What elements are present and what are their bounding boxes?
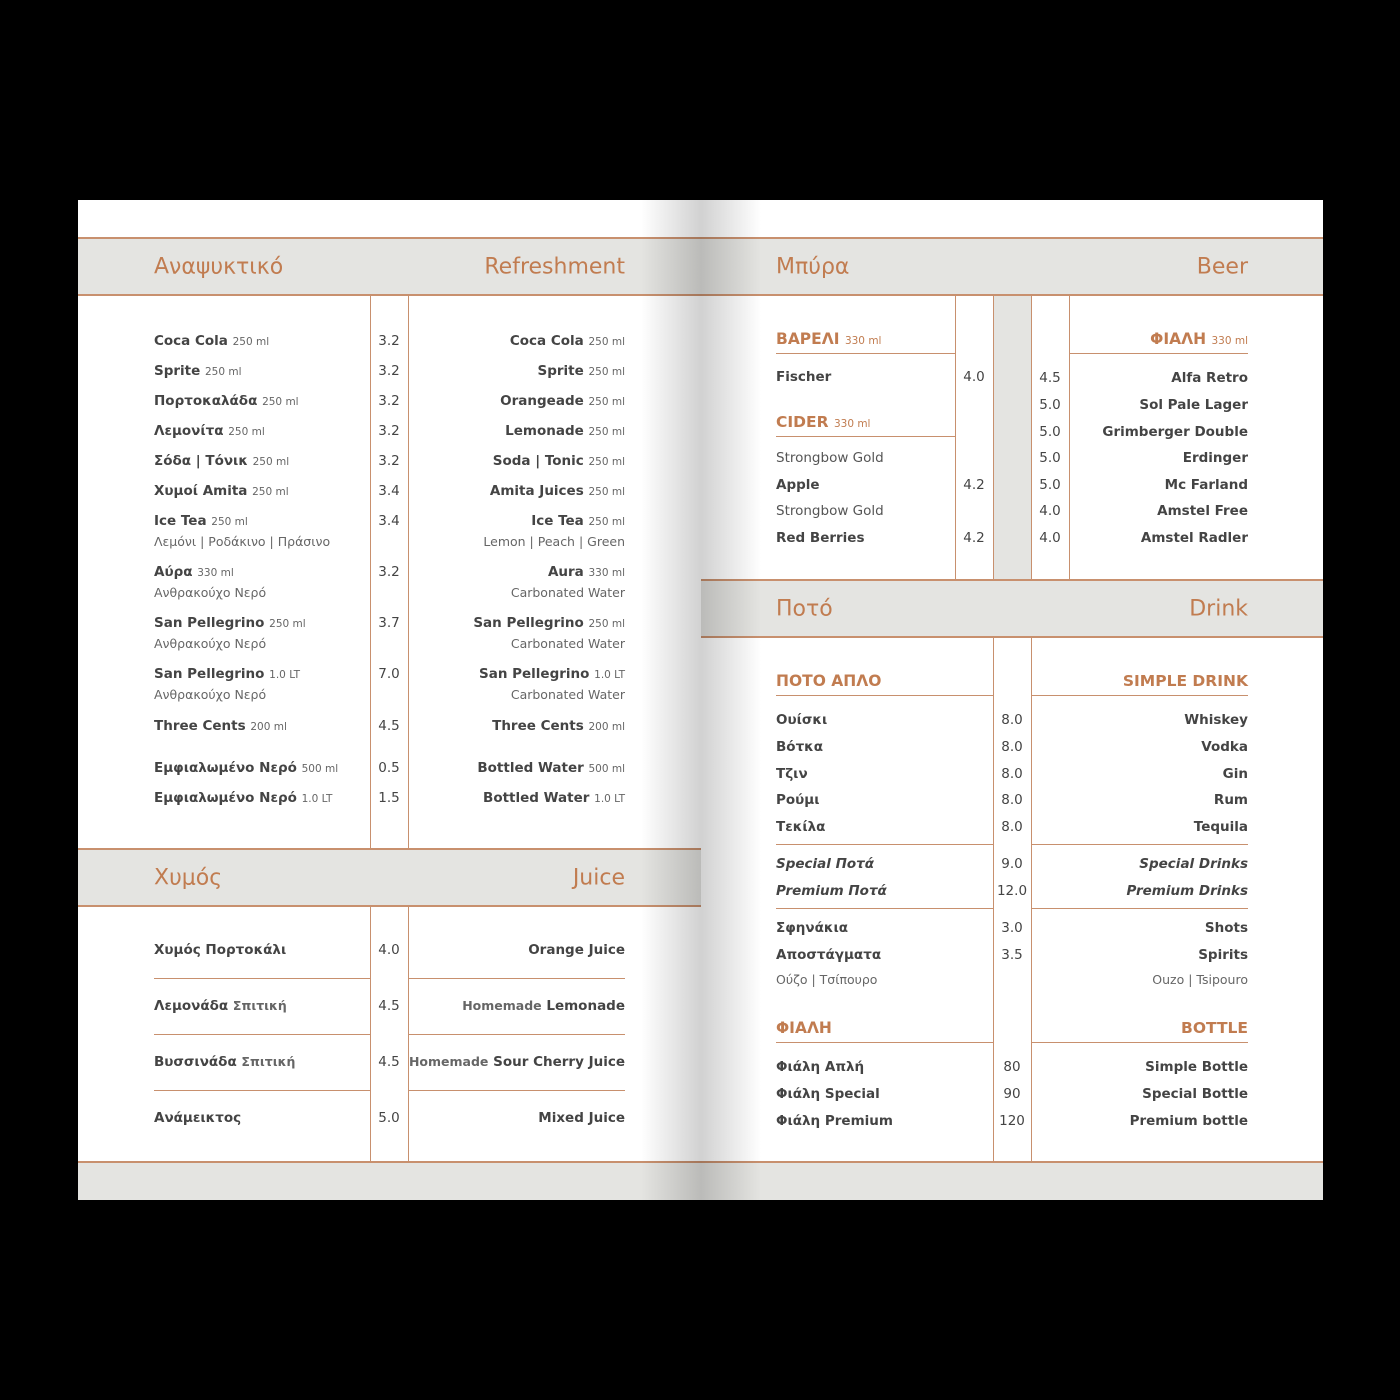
heading-rule <box>776 695 993 696</box>
item-name: Ανάμεικτος <box>154 1110 242 1126</box>
beer-name: Amstel Radler <box>1140 530 1248 546</box>
drink-name-gr: Ουίσκι <box>776 712 828 728</box>
drink-price: 8.0 <box>1001 739 1023 755</box>
item-name: Αύρα <box>154 564 193 580</box>
item-name-en <box>473 615 625 632</box>
item-size: 330 ml <box>588 567 625 579</box>
footer-band <box>701 1161 1323 1200</box>
menu-page-right <box>701 200 1323 1200</box>
item-name-en <box>500 393 625 410</box>
item-price: 3.4 <box>378 483 400 499</box>
heading-rule <box>776 1042 993 1043</box>
item-name-gr <box>154 393 299 410</box>
item-name-gr <box>154 790 332 807</box>
drink-price: 8.0 <box>1001 819 1023 835</box>
item-name: San Pellegrino <box>478 666 590 682</box>
drink-name-gr: Τζιν <box>776 766 808 782</box>
item-size: 200 ml <box>588 721 625 733</box>
heading-rule <box>1069 353 1248 354</box>
item-size: 250 ml <box>252 456 290 468</box>
item-name: Sprite <box>537 363 584 379</box>
item-price: 3.4 <box>378 513 400 529</box>
item-size: 250 ml <box>211 516 248 528</box>
drink-name-en: Tequila <box>1193 819 1248 835</box>
drink-name-en: Vodka <box>1201 739 1248 755</box>
column-divider <box>1031 638 1032 1162</box>
item-size: 250 ml <box>269 618 306 630</box>
drink-name-en: Whiskey <box>1184 712 1248 728</box>
drink-price: 80 <box>1003 1059 1021 1075</box>
page-fold-shadow <box>701 200 761 1200</box>
item-name-gr <box>154 615 306 632</box>
refreshment-header <box>78 237 701 296</box>
juice-title-en: Juice <box>572 865 625 890</box>
heading-rule <box>1031 695 1248 696</box>
item-note: Homemade <box>462 998 542 1013</box>
cider-name: Red Berries <box>776 530 865 546</box>
beer-name: Alfa Retro <box>1171 370 1248 386</box>
item-name: Sprite <box>154 363 201 379</box>
item-name: Ice Tea <box>154 513 207 529</box>
drink-name-en: Shots <box>1204 920 1248 936</box>
drink-name-en: Premium Drinks <box>1126 883 1248 899</box>
item-price: 3.2 <box>378 423 400 439</box>
heading-rule <box>1031 1042 1248 1043</box>
juice-name-en <box>409 1054 625 1070</box>
drink-name-gr: Τεκίλα <box>776 819 826 835</box>
juice-name-gr <box>154 1054 295 1070</box>
drink-name-gr: Ρούμι <box>776 792 820 808</box>
juice-name-en <box>462 998 625 1014</box>
column-divider <box>1069 296 1070 579</box>
drink-name-gr: Φιάλη Απλή <box>776 1059 865 1075</box>
group-rule <box>1031 844 1248 845</box>
beer-name: Mc Farland <box>1164 477 1248 493</box>
item-size: 500 ml <box>301 763 339 775</box>
item-name: Εμφιαλωμένο Νερό <box>154 760 297 776</box>
group-rule <box>776 908 993 909</box>
drink-price: 8.0 <box>1001 792 1023 808</box>
item-name: Coca Cola <box>154 333 228 349</box>
beer-title-gr: Μπύρα <box>776 254 850 279</box>
beer-price: 4.5 <box>1039 370 1061 386</box>
item-name: Σόδα | Τόνικ <box>154 453 248 469</box>
item-size: 250 ml <box>262 396 299 408</box>
item-name: Εμφιαλωμένο Νερό <box>154 790 297 806</box>
item-price: 3.2 <box>378 393 400 409</box>
beer-price: 4.0 <box>1039 530 1061 546</box>
item-size: 200 ml <box>250 721 287 733</box>
drink-price: 8.0 <box>1001 712 1023 728</box>
item-size: 250 ml <box>588 396 625 408</box>
juice-name-en <box>538 1110 625 1126</box>
drink-note-gr: Ούζο | Τσίπουρο <box>776 972 878 987</box>
item-size: 250 ml <box>588 336 625 348</box>
beer-price: 5.0 <box>1039 397 1061 413</box>
item-size: 250 ml <box>228 426 265 438</box>
item-size: 250 ml <box>252 486 289 498</box>
item-size: 1.0 LT <box>301 793 333 805</box>
item-name: Βυσσινάδα <box>154 1054 237 1070</box>
item-name: San Pellegrino <box>154 615 265 631</box>
drink-name-gr: Special Ποτά <box>776 856 875 872</box>
item-name: Three Cents <box>154 718 246 734</box>
juice-name-gr <box>154 942 286 958</box>
drink-name-en: Gin <box>1222 766 1248 782</box>
item-name: Three Cents <box>492 718 584 734</box>
beer-name: Grimberger Double <box>1102 424 1248 440</box>
item-size: 500 ml <box>588 763 625 775</box>
drink-name-gr: Φιάλη Special <box>776 1086 880 1102</box>
item-name-en <box>483 790 625 807</box>
item-name-gr <box>154 760 338 777</box>
item-size: 250 ml <box>232 336 270 348</box>
heading-rule <box>776 436 956 437</box>
drink-name-gr: Φιάλη Premium <box>776 1113 893 1129</box>
item-name: Amita Juices <box>489 483 584 499</box>
item-name-gr <box>154 718 287 735</box>
drink-header <box>701 579 1323 638</box>
drink-price: 8.0 <box>1001 766 1023 782</box>
item-note: Σπιτική <box>241 1054 296 1069</box>
drink-price: 3.5 <box>1001 947 1023 963</box>
item-note-en: Carbonated Water <box>510 687 625 702</box>
item-name-en <box>477 760 625 777</box>
item-name: Λεμονίτα <box>154 423 224 439</box>
item-name-gr <box>154 483 289 500</box>
item-name-en <box>510 333 625 350</box>
item-price: 3.7 <box>378 615 400 631</box>
drink-price: 9.0 <box>1001 856 1023 872</box>
footer-band <box>78 1161 701 1200</box>
item-name-en <box>492 718 625 735</box>
item-name-en <box>479 666 625 683</box>
drink-price: 120 <box>999 1113 1025 1129</box>
refreshment-title-gr: Αναψυκτικό <box>154 254 284 279</box>
item-note: Homemade <box>408 1054 489 1069</box>
row-rule <box>154 978 370 979</box>
item-size: 250 ml <box>588 366 625 378</box>
juice-price: 4.0 <box>378 942 400 958</box>
item-name: Πορτοκαλάδα <box>154 393 258 409</box>
item-name: Orangeade <box>500 393 584 409</box>
juice-name-gr <box>154 998 287 1014</box>
item-note-en: Carbonated Water <box>510 585 625 600</box>
item-size: 330 ml <box>197 567 234 579</box>
item-price: 0.5 <box>378 760 400 776</box>
item-name-gr <box>154 363 242 380</box>
item-note-gr: Ανθρακούχο Νερό <box>154 636 267 651</box>
row-rule <box>408 978 625 979</box>
item-note: Σπιτική <box>232 998 287 1013</box>
juice-price: 4.5 <box>378 998 400 1014</box>
juice-title-gr: Χυμός <box>154 865 223 890</box>
heading-rule <box>776 353 956 354</box>
item-size: 1.0 LT <box>594 793 625 805</box>
page-fold-shadow <box>641 200 701 1200</box>
beer-center-band <box>993 296 1031 579</box>
cider-name: Strongbow Gold <box>776 503 884 519</box>
item-size: 250 ml <box>588 486 625 498</box>
drink-name-gr: Premium Ποτά <box>776 883 887 899</box>
item-price: 3.2 <box>378 333 400 349</box>
cider-heading: CIDER 330 ml <box>776 413 871 431</box>
item-name: Sour Cherry Juice <box>493 1054 625 1070</box>
item-name: Coca Cola <box>509 333 584 349</box>
drink-name-en: Special Bottle <box>1142 1086 1248 1102</box>
juice-name-en <box>528 942 625 958</box>
column-divider <box>993 296 994 579</box>
beer-price: 4.0 <box>963 369 985 385</box>
item-name: Aura <box>547 564 584 580</box>
menu-page-left <box>78 200 701 1200</box>
juice-price: 4.5 <box>378 1054 400 1070</box>
item-name: San Pellegrino <box>154 666 265 682</box>
group-rule <box>1031 908 1248 909</box>
item-name-en <box>537 363 625 380</box>
cider-price: 4.2 <box>963 530 985 546</box>
item-size: 1.0 LT <box>269 669 301 681</box>
bottle-beer-heading: ΦΙΑΛΗ 330 ml <box>1150 330 1248 348</box>
item-name-en <box>505 423 625 440</box>
item-note-en: Carbonated Water <box>510 636 625 651</box>
item-name: Χυμός Πορτοκάλι <box>154 942 287 958</box>
item-note-gr: Ανθρακούχο Νερό <box>154 585 267 600</box>
beer-name: Amstel Free <box>1157 503 1248 519</box>
drink-name-en: Simple Bottle <box>1145 1059 1248 1075</box>
bottle-heading-gr: ΦΙΑΛΗ <box>776 1019 832 1037</box>
beer-header <box>701 237 1323 296</box>
drink-name-en: Spirits <box>1198 947 1248 963</box>
item-size: 250 ml <box>588 456 625 468</box>
item-price: 3.2 <box>378 564 400 580</box>
item-note-gr: Ανθρακούχο Νερό <box>154 687 267 702</box>
item-name-en <box>490 483 625 500</box>
drink-price: 90 <box>1003 1086 1021 1102</box>
item-name: Lemonade <box>505 423 584 439</box>
juice-name-gr <box>154 1110 241 1126</box>
drink-price: 3.0 <box>1001 920 1023 936</box>
item-name-gr <box>154 453 289 470</box>
item-name-gr <box>154 513 248 530</box>
item-name-en <box>548 564 625 581</box>
beer-price: 5.0 <box>1039 477 1061 493</box>
item-name: San Pellegrino <box>473 615 584 631</box>
item-size: 250 ml <box>588 618 625 630</box>
item-name: Λεμονάδα <box>154 998 229 1014</box>
item-name-gr <box>154 666 300 683</box>
drink-name-gr: Αποστάγματα <box>776 947 882 963</box>
row-rule <box>408 1090 625 1091</box>
item-note-en: Lemon | Peach | Green <box>483 534 625 549</box>
beer-name: Fischer <box>776 369 832 385</box>
item-name: Χυμοί Amita <box>154 483 248 499</box>
drink-title-gr: Ποτό <box>776 596 833 621</box>
refreshment-title-en: Refreshment <box>484 254 625 279</box>
juice-header <box>78 848 701 907</box>
beer-name: Erdinger <box>1182 450 1248 466</box>
drink-name-en: Rum <box>1213 792 1248 808</box>
drink-name-gr: Σφηνάκια <box>776 920 848 936</box>
item-name: Lemonade <box>546 998 625 1014</box>
item-price: 4.5 <box>378 718 400 734</box>
item-price: 3.2 <box>378 363 400 379</box>
item-name: Orange Juice <box>528 942 625 958</box>
row-rule <box>154 1034 370 1035</box>
item-name: Bottled Water <box>483 790 590 806</box>
drink-name-en: Special Drinks <box>1139 856 1248 872</box>
beer-title-en: Beer <box>1196 254 1248 279</box>
item-note-gr: Λεμόνι | Ροδάκινο | Πράσινο <box>154 534 331 549</box>
item-price: 7.0 <box>378 666 400 682</box>
bottle-heading-en: BOTTLE <box>1181 1019 1248 1037</box>
juice-price: 5.0 <box>378 1110 400 1126</box>
simple-drink-heading-en: SIMPLE DRINK <box>1122 672 1248 690</box>
drink-price: 12.0 <box>996 883 1028 899</box>
item-size: 1.0 LT <box>594 669 625 681</box>
item-name-gr <box>154 333 269 350</box>
item-name-en <box>531 513 625 530</box>
simple-drink-heading-gr: ΠΟΤΟ ΑΠΛΟ <box>776 672 882 690</box>
item-price: 1.5 <box>378 790 400 806</box>
beer-price: 5.0 <box>1039 450 1061 466</box>
item-name: Ice Tea <box>531 513 584 529</box>
beer-price: 5.0 <box>1039 424 1061 440</box>
row-rule <box>154 1090 370 1091</box>
drink-note-en: Ouzo | Tsipouro <box>1152 972 1248 987</box>
group-rule <box>776 844 993 845</box>
drink-name-en: Premium bottle <box>1129 1113 1248 1129</box>
item-name: Mixed Juice <box>538 1110 625 1126</box>
cider-name: Apple <box>776 477 820 493</box>
column-divider <box>408 296 409 848</box>
item-name-gr <box>154 423 265 440</box>
cider-name: Strongbow Gold <box>776 450 884 466</box>
item-size: 250 ml <box>204 366 242 378</box>
item-name-en <box>493 453 625 470</box>
drink-title-en: Drink <box>1189 596 1248 621</box>
item-price: 3.2 <box>378 453 400 469</box>
item-name-gr <box>154 564 234 581</box>
drink-name-gr: Βότκα <box>776 739 824 755</box>
item-name: Soda | Tonic <box>492 453 584 469</box>
cider-price: 4.2 <box>963 477 985 493</box>
item-size: 250 ml <box>588 516 625 528</box>
beer-name: Sol Pale Lager <box>1139 397 1248 413</box>
draft-heading: ΒΑΡΕΛΙ 330 ml <box>776 330 882 348</box>
item-size: 250 ml <box>588 426 625 438</box>
beer-price: 4.0 <box>1039 503 1061 519</box>
item-name: Bottled Water <box>477 760 584 776</box>
row-rule <box>408 1034 625 1035</box>
